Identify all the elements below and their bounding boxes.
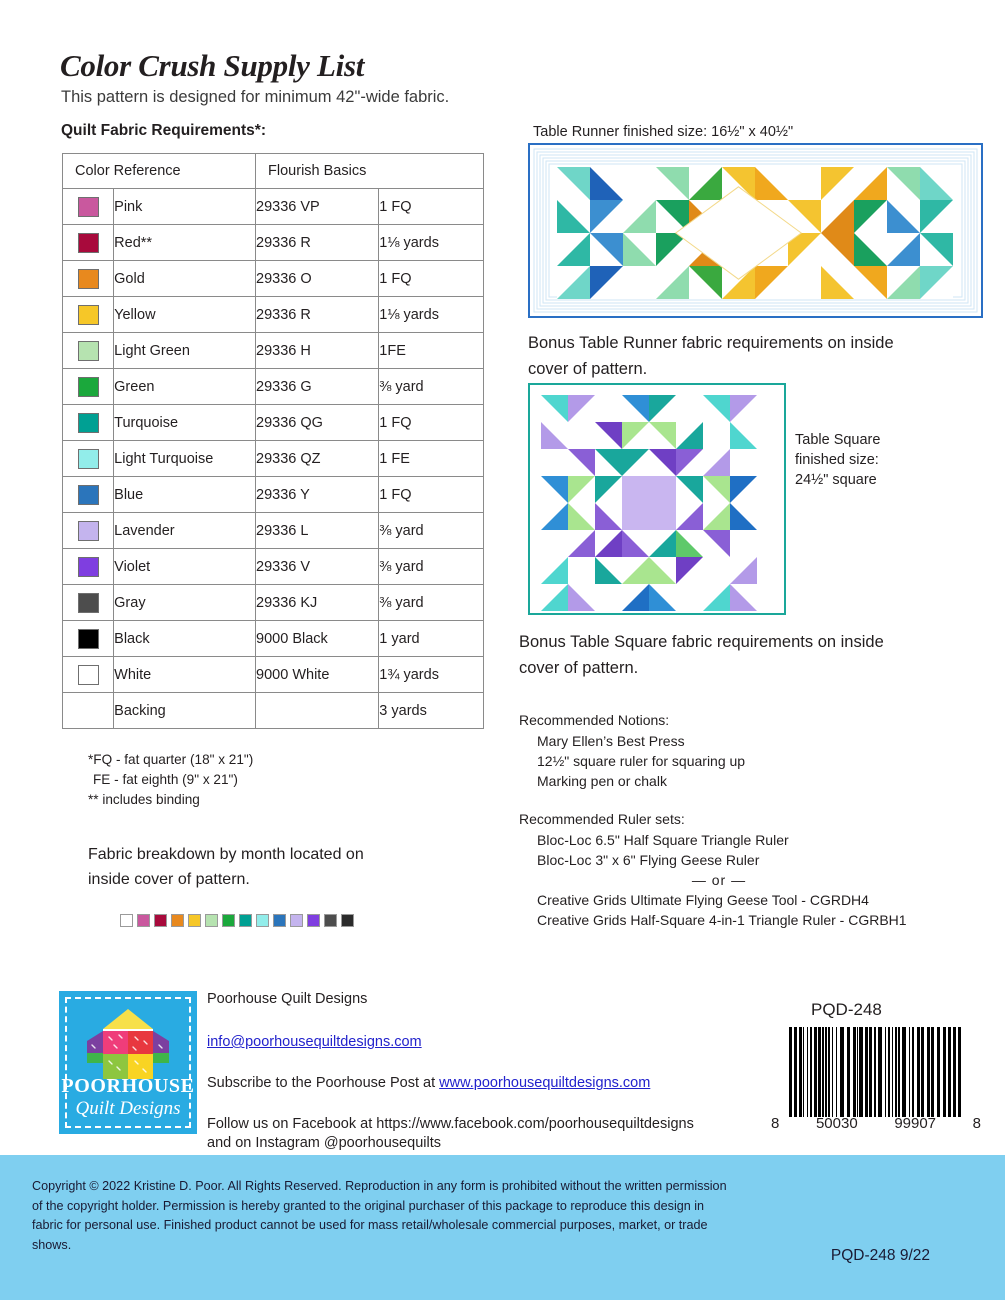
table-row xyxy=(63,549,484,585)
quilt-patch xyxy=(622,476,649,503)
color-name-cell: Backing xyxy=(114,693,256,729)
quilt-patch xyxy=(676,584,703,611)
logo-brand-line2: Quilt Designs xyxy=(75,1098,181,1119)
table-square-quilt-image xyxy=(528,383,786,615)
quilt-patch xyxy=(595,395,622,422)
fabric-code-cell: 29336 VP xyxy=(256,189,379,225)
runner-quilt-svg xyxy=(530,145,981,316)
strip-swatch xyxy=(171,914,184,927)
quilt-patch xyxy=(541,449,568,476)
fabric-code-cell xyxy=(256,693,379,729)
runner-note-line1: Bonus Table Runner fabric requirements on inside xyxy=(528,334,894,352)
copyright-text: Copyright © 2022 Kristine D. Poor. All Rights Reserved. Reproduction in any form is prohibited without the written permission of the copyright holder. Permission is hereby granted to the original purchaser of this package to reproduce this design in fabric for personal use. Finished product cannot be used for mass retail/wholesale commercial purposes, market, or trade shows. xyxy=(32,1179,727,1252)
table-runner-quilt-image xyxy=(528,143,983,318)
table-row xyxy=(63,297,484,333)
strip-swatch xyxy=(239,914,252,927)
color-swatch xyxy=(78,305,99,325)
quilt-patch xyxy=(676,395,703,422)
table-row xyxy=(63,513,484,549)
strip-swatch xyxy=(188,914,201,927)
table-row xyxy=(63,693,484,729)
color-name-cell: Gray xyxy=(114,585,256,621)
table-row xyxy=(63,585,484,621)
color-name-cell: Yellow xyxy=(114,297,256,333)
quilt-patch xyxy=(623,266,656,299)
fabric-code-cell: 29336 L xyxy=(256,513,379,549)
ruler-item: Bloc-Loc 3" x 6" Flying Geese Ruler xyxy=(537,852,760,868)
color-swatch xyxy=(78,197,99,217)
spacer xyxy=(519,791,919,809)
quilt-patch xyxy=(649,503,676,530)
or-divider: — or — xyxy=(691,872,747,888)
page-subtitle: This pattern is designed for minimum 42"-wide fabric. xyxy=(61,88,450,106)
square-note-line1: Bonus Table Square fabric requirements on inside xyxy=(519,633,884,651)
color-swatch xyxy=(78,233,99,253)
quilt-patch xyxy=(568,557,595,584)
quilt-patch xyxy=(703,422,730,449)
table-square-caption xyxy=(795,430,880,490)
color-swatch-cell xyxy=(63,189,114,225)
fabric-code-cell: 29336 Y xyxy=(256,477,379,513)
quilt-patch xyxy=(649,476,676,503)
fabric-code-cell: 9000 White xyxy=(256,657,379,693)
ruler-item: Creative Grids Half-Square 4-in-1 Triangle Ruler - CGRBH1 xyxy=(537,912,907,928)
quilt-patch xyxy=(730,530,757,557)
fabric-amount-cell: 1 FQ xyxy=(379,189,484,225)
ruler-item: Bloc-Loc 6.5" Half Square Triangle Ruler xyxy=(537,832,789,848)
footnote-fe: FE - fat eighth (9" x 21") xyxy=(93,772,238,787)
color-name-cell: Turquoise xyxy=(114,405,256,441)
fabric-code-cell: 29336 O xyxy=(256,261,379,297)
quilt-patch xyxy=(703,557,730,584)
color-swatch xyxy=(78,449,99,469)
contact-block xyxy=(207,990,694,1153)
color-swatch-cell xyxy=(63,693,114,729)
color-swatch-cell xyxy=(63,225,114,261)
color-swatch-cell xyxy=(63,621,114,657)
email-row xyxy=(207,1033,694,1052)
website-link[interactable]: www.poorhousequiltdesigns.com xyxy=(439,1075,651,1091)
section-heading-fabric-requirements: Quilt Fabric Requirements*: xyxy=(61,122,266,139)
runner-note-line2: cover of pattern. xyxy=(528,360,648,378)
color-name-cell: Gold xyxy=(114,261,256,297)
square-caption-line2: finished size: xyxy=(795,452,879,468)
recommended-notions-section xyxy=(519,710,919,930)
color-swatch xyxy=(78,485,99,505)
table-row xyxy=(63,405,484,441)
color-name-cell: Violet xyxy=(114,549,256,585)
column-header-flourish-basics: Flourish Basics xyxy=(256,154,484,189)
fabric-code-cell: 29336 V xyxy=(256,549,379,585)
table-square-bonus-note xyxy=(519,629,959,681)
rulers-heading: Recommended Ruler sets: xyxy=(519,811,685,827)
table-runner-caption: Table Runner finished size: 16½" x 40½" xyxy=(533,124,794,140)
color-swatch-cell xyxy=(63,477,114,513)
barcode xyxy=(765,1024,987,1139)
footnotes xyxy=(88,750,253,810)
color-swatch-cell xyxy=(63,513,114,549)
quilt-patch xyxy=(788,167,821,200)
table-row xyxy=(63,189,484,225)
barcode-digits xyxy=(765,1115,987,1132)
fabric-amount-cell: 1 FE xyxy=(379,441,484,477)
color-swatch xyxy=(78,413,99,433)
color-swatch xyxy=(78,377,99,397)
table-row xyxy=(63,333,484,369)
color-swatch xyxy=(78,269,99,289)
color-swatch xyxy=(78,341,99,361)
notion-item: 12½" square ruler for squaring up xyxy=(537,753,746,769)
footnote-fq: *FQ - fat quarter (18" x 21") xyxy=(88,752,254,767)
fabric-breakdown-note xyxy=(88,842,364,892)
table-row xyxy=(63,657,484,693)
table-runner-bonus-note xyxy=(528,330,958,382)
quilt-patch xyxy=(622,503,649,530)
fabric-breakdown-line1: Fabric breakdown by month located on xyxy=(88,846,364,863)
table-row xyxy=(63,225,484,261)
spacer xyxy=(207,1009,694,1033)
color-name-cell: Pink xyxy=(114,189,256,225)
fabric-code-cell: 29336 QG xyxy=(256,405,379,441)
quilt-patch xyxy=(730,449,757,476)
fabric-amount-cell: ⅜ yard xyxy=(379,549,484,585)
square-caption-line1: Table Square xyxy=(795,432,881,448)
barcode-digit-left: 8 xyxy=(771,1115,780,1132)
fabric-amount-cell: 1⅛ yards xyxy=(379,225,484,261)
logo-brand-line1: POORHOUSE xyxy=(61,1075,195,1097)
barcode-digit-group1: 50030 xyxy=(815,1115,858,1132)
color-swatch-cell xyxy=(63,585,114,621)
color-swatch-cell xyxy=(63,657,114,693)
table-row xyxy=(63,621,484,657)
color-name-cell: White xyxy=(114,657,256,693)
color-swatch-cell xyxy=(63,441,114,477)
color-name-cell: Black xyxy=(114,621,256,657)
email-link[interactable]: info@poorhousequiltdesigns.com xyxy=(207,1034,422,1050)
square-quilt-svg xyxy=(530,385,784,613)
spacer xyxy=(207,1093,694,1115)
table-header-row xyxy=(63,154,484,189)
quilt-patch xyxy=(541,530,568,557)
fabric-amount-cell: 1 yard xyxy=(379,621,484,657)
strip-swatch xyxy=(120,914,133,927)
instagram-row: and on Instagram @poorhousequilts xyxy=(207,1135,441,1151)
strip-swatch xyxy=(154,914,167,927)
barcode-digit-group2: 99907 xyxy=(894,1115,937,1132)
quilt-patch xyxy=(595,584,622,611)
fabric-amount-cell: ⅜ yard xyxy=(379,585,484,621)
subscribe-label: Subscribe to the Poorhouse Post at xyxy=(207,1075,440,1091)
color-swatch-strip xyxy=(120,914,354,927)
fabric-code-cell: 29336 G xyxy=(256,369,379,405)
color-name-cell: Red** xyxy=(114,225,256,261)
strip-swatch xyxy=(256,914,269,927)
color-swatch-cell xyxy=(63,261,114,297)
color-swatch-cell xyxy=(63,369,114,405)
sku-label: PQD-248 xyxy=(811,1000,882,1019)
table-row xyxy=(63,369,484,405)
fabric-code-cell: 29336 KJ xyxy=(256,585,379,621)
color-swatch xyxy=(78,521,99,541)
fabric-amount-cell: 1 FQ xyxy=(379,405,484,441)
color-swatch xyxy=(78,629,99,649)
color-swatch xyxy=(78,557,99,577)
strip-swatch xyxy=(273,914,286,927)
strip-swatch xyxy=(290,914,303,927)
spacer xyxy=(207,1052,694,1074)
fabric-amount-cell: ⅜ yard xyxy=(379,513,484,549)
strip-swatch xyxy=(341,914,354,927)
table-row xyxy=(63,477,484,513)
fabric-amount-cell: 1 FQ xyxy=(379,477,484,513)
strip-swatch xyxy=(307,914,320,927)
strip-swatch xyxy=(222,914,235,927)
color-swatch xyxy=(78,665,99,685)
quilt-patch xyxy=(568,422,595,449)
poorhouse-logo xyxy=(59,991,197,1134)
footer-bar xyxy=(0,1155,1005,1300)
strip-swatch xyxy=(137,914,150,927)
fabric-code-cell: 29336 R xyxy=(256,225,379,261)
strip-swatch xyxy=(324,914,337,927)
strip-swatch xyxy=(205,914,218,927)
fabric-breakdown-line2: inside cover of pattern. xyxy=(88,871,250,888)
company-name: Poorhouse Quilt Designs xyxy=(207,991,368,1007)
facebook-row: Follow us on Facebook at https://www.facebook.com/poorhousequiltdesigns xyxy=(207,1116,694,1132)
column-header-color-reference: Color Reference xyxy=(63,154,256,189)
fabric-code-cell: 29336 H xyxy=(256,333,379,369)
fabric-amount-cell: 3 yards xyxy=(379,693,484,729)
fabric-code-cell: 29336 QZ xyxy=(256,441,379,477)
square-note-line2: cover of pattern. xyxy=(519,659,639,677)
table-row xyxy=(63,441,484,477)
color-swatch-cell xyxy=(63,333,114,369)
fabric-amount-cell: ⅜ yard xyxy=(379,369,484,405)
color-name-cell: Green xyxy=(114,369,256,405)
notions-heading: Recommended Notions: xyxy=(519,712,670,728)
notion-item: Mary Ellen’s Best Press xyxy=(537,733,685,749)
ruler-item: Creative Grids Ultimate Flying Geese Tool - CGRDH4 xyxy=(537,892,869,908)
footnote-binding: ** includes binding xyxy=(88,792,200,807)
fabric-amount-cell: 1 FQ xyxy=(379,261,484,297)
notion-item: Marking pen or chalk xyxy=(537,773,667,789)
page-title: Color Crush Supply List xyxy=(60,48,365,83)
footer-product-code: PQD-248 9/22 xyxy=(830,1247,930,1264)
table-row xyxy=(63,261,484,297)
square-caption-line3: 24½" square xyxy=(795,472,877,488)
fabric-code-cell: 9000 Black xyxy=(256,621,379,657)
table-body xyxy=(63,189,484,729)
barcode-bars xyxy=(789,1027,963,1117)
subscribe-row xyxy=(207,1074,694,1093)
quilt-patch xyxy=(788,266,821,299)
color-name-cell: Light Turquoise xyxy=(114,441,256,477)
quilt-patch xyxy=(623,167,656,200)
color-name-cell: Lavender xyxy=(114,513,256,549)
fabric-amount-cell: 1¾ yards xyxy=(379,657,484,693)
color-swatch-cell xyxy=(63,297,114,333)
fabric-amount-cell: 1FE xyxy=(379,333,484,369)
color-swatch-cell xyxy=(63,405,114,441)
fabric-amount-cell: 1⅛ yards xyxy=(379,297,484,333)
color-swatch xyxy=(78,593,99,613)
barcode-digit-right: 8 xyxy=(972,1115,981,1132)
color-name-cell: Blue xyxy=(114,477,256,513)
color-name-cell: Light Green xyxy=(114,333,256,369)
fabric-requirements-table xyxy=(62,153,484,729)
color-swatch-cell xyxy=(63,549,114,585)
fabric-code-cell: 29336 R xyxy=(256,297,379,333)
